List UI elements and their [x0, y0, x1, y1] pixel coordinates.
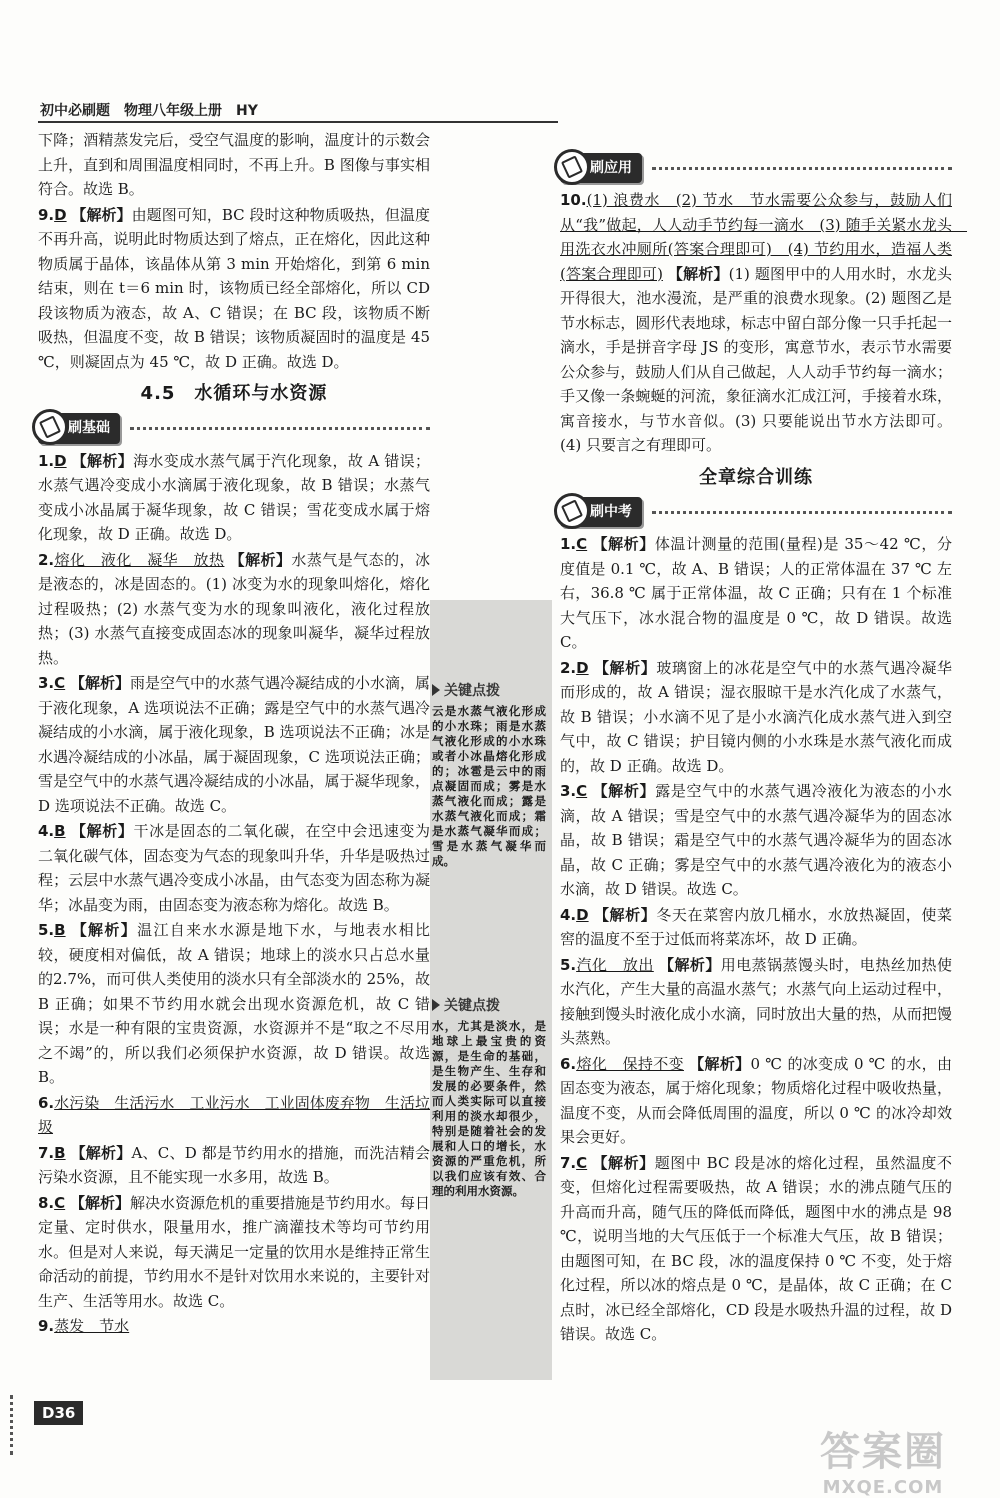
item-tag: 【解析】 [689, 1054, 751, 1073]
item-answer: C [576, 782, 588, 800]
item-answer: C [54, 1193, 66, 1212]
answer-item [560, 1151, 952, 1347]
item-answer: D [54, 451, 67, 470]
item-answer: 汽化 放出 [576, 955, 654, 974]
item-answer: D [576, 658, 589, 677]
dotted-divider [652, 511, 952, 514]
item-explanation: 玻璃窗上的冰花是空气中的水蒸气遇冷凝华而形成的，故 A 错误；湿衣服晾干是水汽化成了水蒸气，故 B 错误；小水滴不见了是小水滴汽化成水蒸气进入到空气中，故 C 错误；护目镜内侧的小水珠是水蒸气液化而成的，故 D 正确。故选 D。 [560, 658, 952, 775]
item-number: 2. [38, 550, 55, 569]
item-tag: 【解析】 [70, 822, 134, 840]
item-tag: 【解析】 [229, 550, 292, 569]
left-column [38, 128, 430, 1340]
item-explanation: 0 ℃ 的冰变成 0 ℃ 的水，由固态变为液态，属于熔化现象；物质熔化过程中吸收热量，温度不变，从而会降低周围的温度，所以 0 ℃ 的冰冷却效果会更好。 [560, 1054, 952, 1146]
arrow-icon [432, 999, 440, 1011]
item-explanation: 干冰是固态的二氧化碳，在空中会迅速变为二氧化碳气体，固态变为气态的现象叫升华，升华是吸热过程；云层中水蒸气遇冷变成小冰晶，由气态变为固态称为凝华；冰晶变为雨，由固态变为液态称为熔化。故选 B。 [38, 822, 430, 914]
item-explanation: 用电蒸锅蒸馒头时，电热丝加热使水汽化，产生大量的高温水蒸气；水蒸气向上运动过程中，接触到馒头时液化成小水滴，同时放出大量的热，从而把馒头蒸熟。 [560, 955, 952, 1047]
item-number: 3. [38, 674, 55, 692]
answer-item [560, 656, 952, 779]
item-number: 7. [560, 1153, 577, 1172]
item-explanation: 题图中 BC 段是冰的熔化过程，虽然温度不变，但熔化过程需要吸热，故 A 错误；水的沸点随气压的升高而升高，随气压的降低而降低，题图中水的沸点是 98 ℃，说明当地的大气压低于一个标准大气压，故 B 错误；由题图可知，在 BC 段，冰的温度保持 0 ℃ 不变，处于熔化过程，所以冰的熔点是 0 ℃，是晶体，故 C 正确；在 C 点时，冰已经全部熔化，CD 段是水吸热升温的过程，故 D 错误。故选 C。 [560, 1153, 952, 1343]
answer-item [38, 548, 430, 671]
answer-item [38, 819, 430, 917]
item-tag: 【解析】 [71, 921, 138, 939]
answer-item [560, 1052, 952, 1150]
item-answer: 熔化 保持不变 [576, 1054, 684, 1073]
item-answer: 水污染 生活污水 工业污水 工业固体废弃物 生活垃圾 [38, 1093, 430, 1136]
answer-item [560, 532, 952, 655]
item-explanation: 水蒸气是气态的，冰是液态的，冰是固态的。(1) 冰变为水的现象叫熔化，熔化过程吸热；(2) 水蒸气变为水的现象叫液化，液化过程放热；(3) 水蒸气直接变成固态冰的现象叫凝华，凝华过程放热。 [38, 550, 430, 667]
item-answer: 熔化 液化 凝华 放热 [54, 550, 225, 569]
item-number: 4. [38, 822, 55, 840]
section-title-chapter: 全章综合训练 [699, 466, 813, 488]
item-explanation: 冬天在菜窖内放几桶水，水放热凝固，使菜窖的温度不至于过低而将菜冻坏，故 D 正确。 [560, 905, 952, 948]
brush-icon [554, 149, 590, 185]
badge-row-basic [38, 415, 430, 443]
key-point-box-1: 关键点拨 云是水蒸气液化形成的小水珠；雨是水蒸气液化形成的小水珠或者小冰晶熔化形成的；冰雹是云中的雨点凝固而成；雾是水蒸气液化而成；露是水蒸气液化而成；霜是水蒸气凝华而成；雪是水蒸气凝华而成。 [432, 683, 546, 868]
left-answer-list [38, 449, 430, 1339]
item-answer: C [576, 1153, 588, 1172]
item-number: 5. [38, 921, 55, 939]
watermark-logo: 答案圈 MXQE.COM [820, 1429, 946, 1498]
item-tag: 【解析】 [593, 658, 657, 677]
item-number: 9. [38, 1317, 55, 1335]
item-tag: 【解析】 [592, 782, 656, 800]
page-number: D36 [34, 1401, 83, 1425]
item-answer: B [54, 822, 66, 840]
answer-item [38, 671, 430, 818]
answer-item [38, 918, 430, 1090]
answer-item [38, 1141, 430, 1190]
question-9-top: 9.D 【解析】由题图可知，BC 段时这种物质吸热，但温度不再升高，说明此时物质达到了熔点，正在熔化，因此这种物质属于晶体，该晶体从第 3 min 开始熔化，到第 6 min 结束，则在 t＝6 min 时，该物质已经全部熔化，所以 CD 段该物质为液态，故 A、C 错误；在 BC 段，该物质不断吸热，但温度不变，故 B 错误；该物质凝固时的温度是 45 ℃，则凝固点为 45 ℃，故 D 正确。故选 D。 [38, 205, 430, 371]
intro-text: 下降；酒精蒸发完后，受空气温度的影响，温度计的示数会上升，直到和周围温度相同时，不再上升。B 图像与事实相符合。故选 B。 [38, 131, 430, 198]
item-tag: 【解析】 [71, 451, 134, 470]
item-number: 5. [560, 955, 577, 974]
dotted-divider [130, 427, 430, 430]
item-tag: 【解析】 [659, 955, 721, 974]
right-answer-list [560, 532, 952, 1347]
item-tag: 【解析】 [592, 1153, 655, 1172]
badge-apply: 刷应用 [560, 153, 642, 184]
item-tag: 【解析】 [69, 1193, 130, 1212]
item-number: 7. [38, 1143, 55, 1162]
answer-item [560, 953, 952, 1051]
item-explanation: 解决水资源危机的重要措施是节约用水。每日定量、定时供水，限量用水，推广滴灌技术等均可节约用水。但是对人来说，每天满足一定量的饮用水是维持正常生命活动的前提，节约用水不是针对饮用水来说的，主要针对生产、生活等用水。故选 C。 [38, 1193, 430, 1310]
item-explanation: 露是空气中的水蒸气遇冷液化为液态的小水滴，故 A 错误；雪是空气中的水蒸气遇冷凝华为的固态冰晶，故 B 错误；霜是空气中的水蒸气遇冷凝华为的固态冰晶，故 C 正确；雾是空气中的水蒸气遇冷液化为的液态小水滴，故 D 错误。故选 C。 [560, 782, 952, 898]
item-answer: C [54, 674, 66, 692]
dotted-divider [652, 167, 952, 170]
brush-icon [554, 493, 590, 529]
item-answer: B [54, 1143, 66, 1162]
item-answer: 蒸发 节水 [54, 1317, 130, 1335]
badge-row-exam [560, 498, 952, 526]
item-explanation: 体温计测量的范围(量程)是 35～42 ℃，分度值是 0.1 ℃，故 A、B 错误；人的正常体温在 37 ℃ 左右，36.8 ℃ 属于正常体温，故 C 正确；只有在 1 个标准大气压下，冰水混合物的温度是 0 ℃，故 D 错误。故选 C。 [560, 535, 952, 651]
answer-item [38, 1191, 430, 1314]
item-number: 6. [38, 1093, 55, 1112]
item-answer: B [54, 921, 66, 939]
arrow-icon [432, 684, 440, 696]
item-explanation: 雨是空气中的水蒸气遇冷凝结成的小水滴，属于液化现象，A 选项说法不正确；露是空气中的水蒸气遇冷凝结成的小水滴，属于液化现象，B 选项说法不正确；冰是水遇冷凝结成的小冰晶，属于凝固现象，C 选项说法正确；雪是空气中的水蒸气遇冷凝结成的小冰晶，属于凝华现象，D 选项说法不正确。故选 C。 [38, 674, 430, 815]
header-rule [38, 121, 558, 123]
item-answer: C [576, 535, 588, 553]
page-dotted-edge [10, 1395, 33, 1455]
item-number: 6. [560, 1054, 577, 1073]
badge-exam: 刷中考 [560, 497, 642, 528]
item-explanation: 温江自来水水源是地下水，与地表水相比较，硬度相对偏低，故 A 错误；地球上的淡水只占总水量的2.7%，而可供人类使用的淡水只有全部淡水的 25%，故 B 正确；如果不节约用水就会出现水资源危机，故 C 错误；水是一种有限的宝贵资源，水资源并不是“取之不尽用之不竭”的，所以我们必须保护水资源，故 D 错误。故选 B。 [38, 921, 430, 1086]
item-number: 1. [560, 535, 577, 553]
answer-item [560, 779, 952, 902]
item-explanation: A、C、D 都是节约用水的措施，而洗洁精会污染水资源，且不能实现一水多用，故选 B。 [38, 1143, 430, 1186]
brush-icon [32, 409, 68, 445]
answer-item [38, 1314, 430, 1339]
item-number: 4. [560, 905, 577, 924]
item-tag: 【解析】 [593, 905, 657, 924]
badge-row-apply [560, 154, 952, 182]
item-tag: 【解析】 [70, 1143, 132, 1162]
answer-item [38, 449, 430, 547]
answer-item [38, 1091, 430, 1140]
item-number: 8. [38, 1193, 55, 1212]
item-tag: 【解析】 [592, 535, 655, 553]
section-title-4-5: 4.5 水循环与水资源 [140, 383, 328, 404]
running-header: 初中必刷题 物理八年级上册 HY [40, 103, 258, 119]
question-10: 10.(1) 浪费水 (2) 节水 节水需要公众参与，鼓励人们从“我”做起，人人动手节约每一滴水 (3) 随手关紧水龙头 用洗衣水冲厕所(答案合理即可) (4) 节约用水，造福人类(答案合理即可) 【解析】(1) 题图甲中的人用水时，水龙头开得很大，池水漫流，是严重的浪费水现象。(2) 题图乙是节水标志，圆形代表地球，标志中留白部分像一只手托起一滴水，手是拼音字母 JS 的变形，寓意节水，表示节水需要公众参与，鼓励人们从自己做起，人人动手节约每一滴水；手又像一条蜿蜒的河流，象征滴水汇成江河，手接着水珠，寓音接水，与节水音似。(3) 只要能说出节水方法即可。(4) 只要言之有理即可。 [560, 191, 968, 454]
key-point-box-2: 关键点拨 水，尤其是淡水，是地球上最宝贵的资源，是生命的基础，是生物产生、生存和发展的必要条件，然而人类实际可以直接利用的淡水却很少，特别是随着社会的发展和人口的增长，水资源的严重危机，所以我们应该有效、合理的利用水资源。 [432, 998, 546, 1198]
badge-basic: 刷基础 [38, 413, 120, 444]
item-tag: 【解析】 [69, 674, 130, 692]
item-answer: D [576, 905, 589, 924]
right-column [560, 148, 968, 1348]
item-explanation: 海水变成水蒸气属于汽化现象，故 A 错误；水蒸气遇冷变成小水滴属于液化现象，故 B 错误；水蒸气变成小冰晶属于凝华现象，故 C 错误；雪花变成水属于熔化现象，故 D 正确。故选 D。 [38, 451, 430, 543]
item-number: 2. [560, 658, 577, 677]
item-number: 3. [560, 782, 577, 800]
answer-item [560, 903, 952, 952]
item-number: 1. [38, 451, 55, 470]
